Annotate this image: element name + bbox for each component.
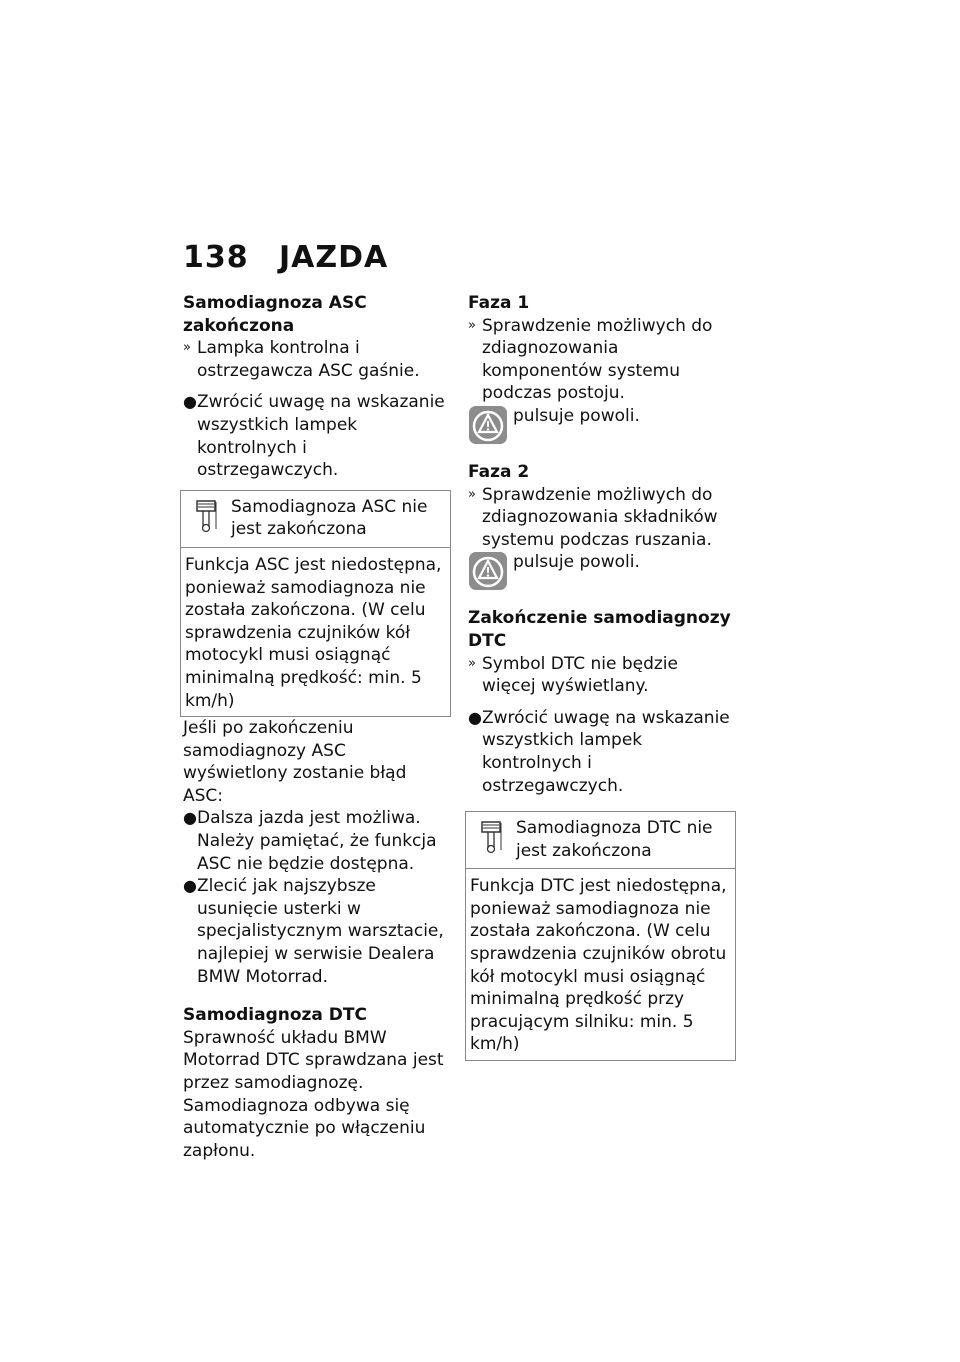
result-marker: » (468, 486, 476, 502)
phase1-result-text: Sprawdzenie możliwych do zdiagnozowania komponentów systemu podczas postoju. (482, 315, 713, 404)
phase1-result (468, 315, 736, 405)
asc-info-box-header (181, 491, 450, 548)
result-marker: » (183, 340, 191, 356)
page-number: 138 (183, 240, 249, 275)
dtc-info-box-title: Samodiagnoza DTC nie jest zakończona (516, 818, 713, 861)
right-column (468, 292, 736, 1061)
section-title: JAZDA (279, 240, 389, 275)
bullet-marker: ● (183, 808, 197, 828)
phase2-result (468, 484, 736, 552)
dtc-heading: Samodiagnoza DTC (183, 1005, 367, 1026)
asc-error-item (183, 875, 451, 988)
left-column (183, 292, 451, 1162)
phase2-blink (468, 551, 736, 591)
phase2-blink-text: pulsuje powoli. (513, 552, 640, 573)
result-marker: » (468, 655, 476, 671)
traction-warning-icon (468, 551, 508, 591)
piston-check-icon (466, 817, 516, 862)
dtc-info-box-header (466, 812, 735, 869)
phase2-heading: Faza 2 (468, 461, 530, 482)
asc-done-result-text: Lampka kontrolna i ostrzegawcza ASC gaśnie. (197, 338, 420, 381)
bullet-marker: ● (183, 876, 197, 896)
asc-done-heading: Samodiagnoza ASC zakończona (183, 293, 367, 336)
phase1-blink (468, 405, 736, 445)
dtc-done-result (468, 653, 736, 698)
page-header (183, 240, 388, 275)
dtc-done-note (468, 707, 736, 797)
result-marker: » (468, 317, 476, 333)
dtc-done-heading: Zakończenie samodiagnozy DTC (468, 608, 731, 651)
bullet-marker: ● (183, 392, 197, 412)
asc-error-item (183, 807, 451, 875)
asc-error-item-text: Zlecić jak najszybsze usunięcie usterki w specjalistycznym warsztacie, najlepiej w serwisie Dealera BMW Motorrad. (197, 876, 444, 987)
asc-done-result (183, 337, 451, 382)
dtc-info-box (465, 811, 736, 1061)
asc-error-item-text: Dalsza jazda jest możliwa. Należy pamiętać, że funkcja ASC nie będzie dostępna. (197, 808, 437, 874)
phase1-blink-text: pulsuje powoli. (513, 405, 640, 426)
dtc-info-box-body: Funkcja DTC jest niedostępna, ponieważ samodiagnoza nie została zakończona. (W celu sprawdzenia czujników obrotu kół motocykl musi osiągnąć minimalną prędkość przy pracującym silniku: min. 5 km/h) (470, 876, 727, 1055)
asc-info-box (180, 490, 451, 717)
bullet-marker: ● (468, 707, 482, 727)
asc-done-note-text: Zwrócić uwagę na wskazanie wszystkich lampek kontrolnych i ostrzegawczych. (197, 392, 445, 481)
asc-info-box-body: Funkcja ASC jest niedostępna, ponieważ samodiagnoza nie została zakończona. (W celu sprawdzenia czujników kół motocykl musi osiągnąć minimalną prędkość: min. 5 km/h) (185, 554, 442, 711)
piston-check-icon (181, 496, 231, 541)
asc-info-box-title: Samodiagnoza ASC nie jest zakończona (231, 496, 428, 540)
dtc-done-result-text: Symbol DTC nie będzie więcej wyświetlany. (482, 653, 678, 697)
dtc-body: Sprawność układu BMW Motorrad DTC sprawdzana jest przez samodiagnozę. Samodiagnoza odbywa się automatycznie po włączeniu zapłonu. (183, 1027, 444, 1161)
asc-error-intro: Jeśli po zakończeniu samodiagnozy ASC wyświetlony zostanie błąd ASC: (183, 718, 407, 806)
asc-done-note (183, 391, 451, 481)
dtc-done-note-text: Zwrócić uwagę na wskazanie wszystkich lampek kontrolnych i ostrzegawczych. (482, 707, 730, 796)
phase1-heading: Faza 1 (468, 293, 530, 313)
traction-warning-icon (468, 405, 508, 445)
phase2-result-text: Sprawdzenie możliwych do zdiagnozowania składników systemu podczas ruszania. (482, 484, 718, 550)
